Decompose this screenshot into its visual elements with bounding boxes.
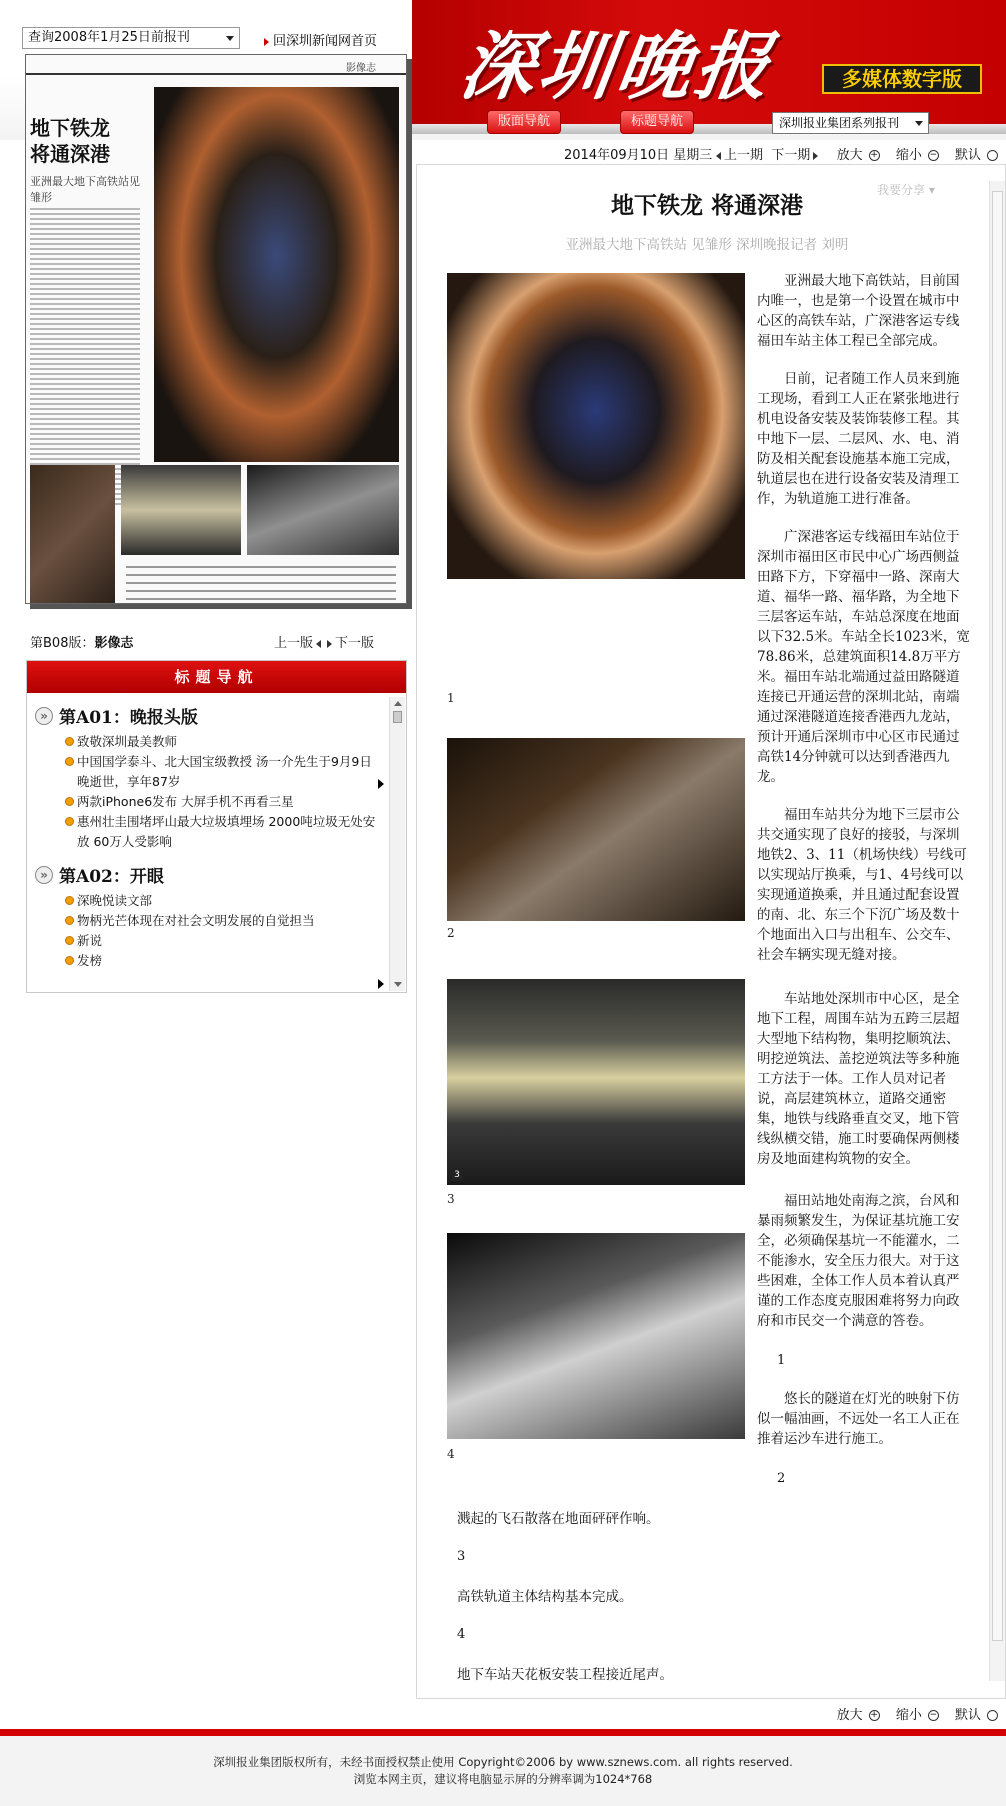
prev-page-link[interactable]: 上一版	[274, 636, 314, 651]
article-photo-3[interactable]	[447, 979, 745, 1185]
caption-text: 溅起的飞石散落在地面砰砰作响。	[457, 1511, 660, 1527]
article-paragraph: 福田车站共分为地下三层市公共交通实现了良好的接驳，与深圳地铁2、3、11（机场快线）号线可以实现站厅换乘，与1、4号线可以实现通道换乘，并且通过配套设置的南、北、东三个下沉广场及数十个地面出入口与出租车、公交车、社会车辆实现无缝对接。	[757, 807, 967, 963]
article-paragraph: 广深港客运专线福田车站位于深圳市福田区市民中心广场西侧益田路下方，下穿福中一路、深南大道、福华一路、福华路，为全地下三层客运车站，车站总深度在地面以下32.5米。车站全长1023米，宽78.86米，总建筑面积14.8万平方米。福田车站北端通过益田路隧道连接已开通运营的深圳北站，南端通过深港隧道连接香港西九龙站，预计开通后深圳市中心区市民通过高铁14分钟就可以达到香港西九龙。	[757, 529, 970, 785]
plus-icon: +	[870, 150, 878, 160]
nav-section-a02	[35, 862, 381, 971]
article-scrollbar[interactable]	[989, 181, 1005, 1681]
circle-icon	[987, 1710, 998, 1721]
photo-number: 4	[447, 1447, 455, 1461]
scroll-thumb[interactable]	[992, 191, 1003, 1641]
resolution-hint: 浏览本网主页，建议将电脑显示屏的分辨率调为1024*768	[353, 1772, 653, 1786]
arrow-right-icon	[264, 38, 269, 46]
nav-item-label: 两款iPhone6发布 大屏手机不再看三星	[77, 794, 294, 809]
zoom-controls	[825, 1704, 998, 1723]
zoom-in-label: 放大	[836, 1708, 863, 1723]
scroll-up-icon[interactable]	[394, 701, 402, 706]
caption-number: 1	[777, 1353, 786, 1368]
nav-item-label: 致敬深圳最美教师	[77, 734, 178, 749]
copyright-text: 深圳报业集团版权所有，未经书面授权禁止使用 Copyright©2006 by www.sznews.com. all rights reserved.	[213, 1755, 793, 1769]
zoom-in-button[interactable]	[831, 1708, 880, 1723]
layout-nav-button[interactable]: 版面导航	[487, 110, 561, 134]
minus-icon: −	[929, 150, 938, 160]
caption-number: 3	[457, 1549, 466, 1564]
nav-section-head[interactable]	[35, 703, 381, 728]
bullet-icon	[65, 956, 74, 965]
thumbnail-body-text	[30, 205, 140, 505]
nav-section-head[interactable]	[35, 862, 381, 887]
nav-section-title: 第A01：晚报头版	[59, 708, 198, 728]
photo-badge: 3	[451, 1169, 463, 1181]
expand-arrow-icon[interactable]	[378, 979, 384, 989]
bullet-icon	[65, 916, 74, 925]
nav-item-label: 深晚悦读文部	[77, 893, 153, 908]
thumbnail-headline-line2: 将通深港	[30, 142, 110, 166]
nav-item-label: 发榜	[77, 953, 103, 968]
caption-text: 高铁轨道主体结构基本完成。	[457, 1589, 633, 1605]
next-issue-link[interactable]: 下一期	[771, 148, 811, 163]
article-photo-1[interactable]	[447, 273, 745, 579]
arrow-right-icon	[327, 640, 332, 648]
scroll-thumb[interactable]	[393, 711, 402, 723]
bullet-icon	[65, 797, 74, 806]
title-nav-button[interactable]: 标题导航	[620, 110, 694, 134]
article-paragraph: 车站地处深圳市中心区，是全地下工程，周围车站为五跨三层超大型地下结构物，集明挖顺筑法、明挖逆筑法、盖挖逆筑法等多种施工方法于一体。工作人员对记者说，高层建筑林立，道路交通密集，地铁与线路垂直交叉，地下管线纵横交错，施工时要确保两侧楼房及地面建构筑物的安全。	[757, 991, 960, 1167]
double-chevron-icon: »	[35, 866, 53, 884]
thumbnail-subhead: 亚洲最大地下高铁站见雏形	[30, 175, 140, 204]
article-paragraph: 亚洲最大地下高铁站，目前国内唯一，也是第一个设置在城市中心区的高铁车站，广深港客运专线福田车站主体工程已全部完成。	[757, 273, 960, 349]
nav-item-label: 惠州壮圭围堵坪山最大垃圾填埋场 2000吨垃圾无处安放 60万人受影响	[77, 814, 376, 849]
page-info-name: 影像志	[94, 636, 134, 651]
caption-text: 悠长的隧道在灯光的映射下仿似一幅油画，不远处一名工人正在推着运沙车进行施工。	[757, 1391, 960, 1447]
circle-icon	[987, 150, 998, 161]
edition-badge: 多媒体数字版	[822, 64, 982, 94]
article-subtitle: 亚洲最大地下高铁站 见雏形 深圳晚报记者 刘明	[565, 237, 849, 253]
caption-number: 4	[457, 1627, 466, 1642]
thumbnail-headline-line1: 地下铁龙	[30, 116, 110, 140]
bullet-icon	[65, 817, 74, 826]
plus-icon: +	[870, 1710, 878, 1720]
prev-issue-link[interactable]: 上一期	[724, 148, 764, 163]
zoom-out-label: 缩小	[895, 148, 922, 163]
zoom-default-button[interactable]	[949, 1708, 998, 1723]
article-photo-2[interactable]	[447, 738, 745, 921]
nav-item-label: 新说	[77, 933, 103, 948]
title-nav-list	[27, 693, 387, 992]
caption-text: 地下车站天花板安装工程接近尾声。	[457, 1667, 673, 1683]
thumbnail-header	[26, 55, 406, 75]
nav-item[interactable]	[35, 911, 381, 931]
series-select-label: 深圳报业集团系列报刊	[779, 116, 900, 130]
nav-item-label: 中国国学泰斗、北大国宝级教授 汤一介先生于9月9日晚逝世，享年87岁	[77, 754, 372, 789]
masthead-logo: 深圳晚报	[455, 24, 780, 110]
zoom-default-label: 默认	[954, 148, 981, 163]
zoom-out-button[interactable]	[890, 148, 939, 163]
photo-number: 2	[447, 926, 455, 940]
zoom-out-button[interactable]	[890, 1708, 939, 1723]
article-photo-4[interactable]	[447, 1233, 745, 1439]
page-footer	[0, 1736, 1006, 1806]
article-toolbar-bottom	[416, 1702, 1006, 1724]
bullet-icon	[65, 737, 74, 746]
title-nav-header: 标题导航	[27, 661, 406, 693]
nav-item[interactable]	[35, 792, 381, 812]
nav-item[interactable]	[35, 891, 381, 911]
zoom-in-label: 放大	[836, 148, 863, 163]
page-thumbnail[interactable]	[25, 54, 407, 604]
photo-number: 1	[447, 691, 455, 705]
nav-section-a01	[35, 703, 381, 852]
title-nav-scrollbar[interactable]	[389, 697, 405, 991]
thumbnail-section-name: 影像志	[346, 63, 376, 74]
page-info-prefix: 第B08版：	[30, 636, 95, 651]
nav-item-label: 物柄光芒体现在对社会文明发展的自觉担当	[77, 913, 315, 928]
thumbnail-photo-worker[interactable]	[30, 465, 115, 604]
scroll-down-icon[interactable]	[394, 982, 402, 987]
next-page-link[interactable]: 下一版	[335, 636, 375, 651]
thumbnail-photo-ceiling[interactable]	[247, 465, 399, 555]
bullet-icon	[65, 757, 74, 766]
arrow-left-icon	[716, 152, 721, 160]
nav-item[interactable]	[35, 752, 381, 792]
expand-arrow-icon[interactable]	[378, 779, 384, 789]
bullet-icon	[65, 896, 74, 905]
share-label: 我要分享	[877, 183, 926, 197]
nav-item[interactable]	[35, 812, 381, 852]
arrow-left-icon	[316, 640, 321, 648]
article-toolbar-top	[416, 142, 1006, 164]
double-chevron-icon: »	[35, 707, 53, 725]
article-paragraph: 日前，记者随工作人员来到施工现场，看到工人正在紧张地进行机电设备安装及装饰装修工程。其中地下一层、二层风、水、电、消防及相关配套设施基本施工完成，轨道层也在进行设备安装及清理工作，为轨道施工进行准备。	[757, 371, 960, 507]
article-title: 地下铁龙 将通深港	[610, 192, 803, 219]
caption-number: 2	[777, 1471, 786, 1486]
photo-number: 3	[447, 1192, 455, 1206]
home-link[interactable]	[264, 30, 377, 49]
nav-item[interactable]	[35, 732, 381, 752]
nav-item[interactable]	[35, 931, 381, 951]
issue-date: 2014年09月10日 星期三	[564, 148, 713, 163]
zoom-default-button[interactable]	[949, 148, 998, 163]
home-link-label: 回深圳新闻网首页	[273, 34, 378, 49]
nav-item[interactable]	[35, 951, 381, 971]
zoom-default-label: 默认	[954, 1708, 981, 1723]
date-query-label: 查询2008年1月25日前报刊	[28, 30, 190, 45]
nav-section-title: 第A02：开眼	[59, 867, 164, 887]
bullet-icon	[65, 936, 74, 945]
minus-icon: −	[929, 1710, 938, 1720]
issue-nav	[713, 144, 821, 163]
footer-divider	[0, 1729, 1006, 1736]
page-prev-next	[274, 632, 374, 651]
zoom-controls	[825, 144, 998, 163]
chevron-down-icon: ▾	[928, 183, 935, 197]
thumbnail-photo-tunnel[interactable]	[154, 87, 399, 462]
date-query-select[interactable]	[22, 27, 240, 49]
chevron-down-icon	[915, 121, 923, 126]
series-select[interactable]	[772, 112, 929, 134]
zoom-out-label: 缩小	[895, 1708, 922, 1723]
thumbnail-photo-tracks[interactable]	[121, 465, 241, 555]
arrow-right-icon	[813, 152, 818, 160]
article-panel	[416, 164, 1006, 1699]
thumbnail-captions	[126, 560, 396, 602]
title-nav-panel	[26, 660, 407, 993]
article-paragraph: 福田站地处南海之滨，台风和暴雨频繁发生，为保证基坑施工安全，必须确保基坑一不能灌水，二不能渗水，安全压力很大。对于这些困难，全体工作人员本着认真严谨的工作态度克服困难将努力向政府和市民交一个满意的答卷。	[757, 1193, 960, 1329]
zoom-in-button[interactable]	[831, 148, 880, 163]
thumbnail-headline[interactable]	[30, 115, 140, 167]
chevron-down-icon	[226, 36, 234, 41]
